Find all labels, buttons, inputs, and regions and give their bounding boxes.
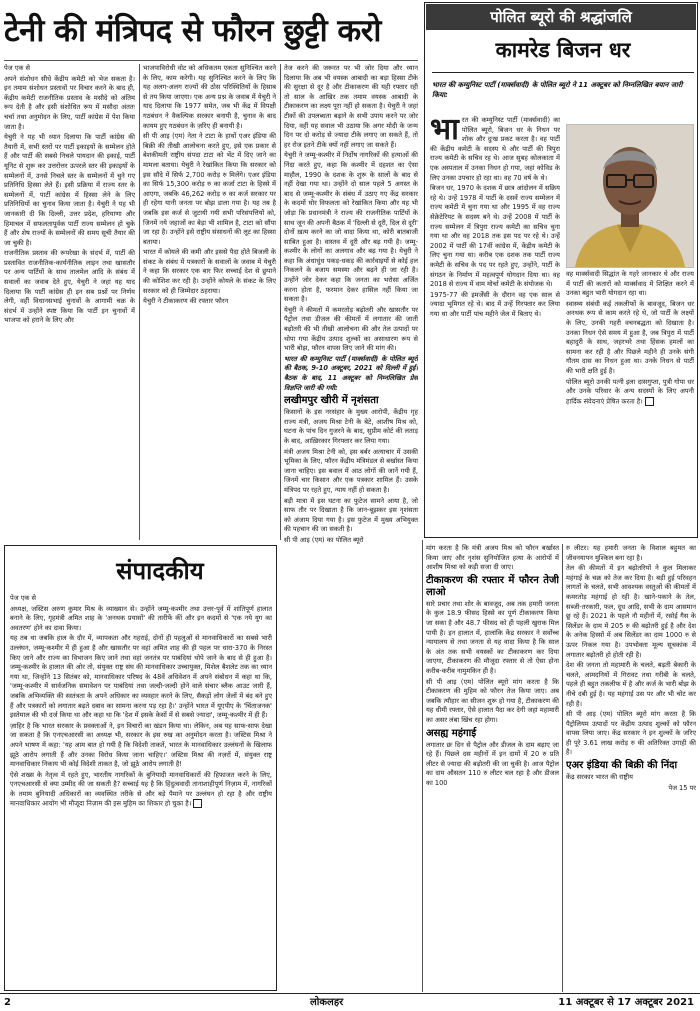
editorial-paragraph: अध्यक्ष, जस्टिस अरुण कुमार मिश्र के व्याख्यान से। उन्होंने जम्मू-कश्मीर तथा उत्तर-पूर्व में शांतिपूर्ण हालात बनाने के लिए, गृहमंत्री अमित शाह के 'अनथक प्रयासों' की तारीफें कीं और इन कदमों से 'एक नये युग का अवतरण' होने का दावा किया। bbox=[10, 604, 272, 632]
end-mark bbox=[645, 397, 654, 406]
article-paragraph: येचुरी ने जम्मू-कश्मीर में निर्दोष नागरिकों की हत्याओं की निंदा करते हुए, कहा कि कश्मीर में दहशत का ऐसा माहौल, 1990 के दशक के शुरू के सालों के बाद से नहीं देखा गया था। उन्होंने दो साल पहले 5 अगस्त के बाद से जम्मू-कश्मीर के संबंध में उठाए गए केंद्र सरकार के कदमों घोर विफलता को रेखांकित किया और यह भी जोड़ा कि प्रधानमंत्री ने राज्य की राजनीतिक पार्टियों के साथ जून की अपनी बैठक में 'दिल्ली से दूरी, दिल से दूरी' दोनों ख़त्म करने का जो वादा किया था, कोरी बातबाजी साबित हुआ है। वास्तव में दूरी और बढ़ गयी है। जम्मू-कश्मीर के लोगों का अलगाव और बढ़ गया है। येचुरी ने कहा कि अंधाधुंध पकड़-धकड़ की कार्रवाइयों से कोई हल निकलने के बजाय समस्या और बढ़ने ही जा रही है। उन्होंने जोर देकर कहा कि जनता का भरोसा अर्जित करना होता है, फरमान देकर हासिल नहीं किया जा सकता है। bbox=[284, 151, 418, 304]
dropcap: भा bbox=[430, 116, 459, 147]
tribute-name: कामरेड बिजन धर bbox=[495, 38, 631, 62]
article-paragraph: सारे प्रचार तथा शोर के बावजूद, अब तक हमारी जनता के कुल 18.9 फीसद हिस्से का पूर्ण टीकाकरण किया जा सका है और 48.7 फीसद को ही पहली खुराक मिल पायी है। इन हालात में, हालांकि केंद्र सरकार ने सर्वोच्च न्यायालय से तथा जनता से यह वादा किया है कि साल के अंत तक सभी वयस्कों का टीकाकरण कर दिया जाएगा, टीकाकरण की मौजूदा रफ्तार से तो ऐसा होना करीब-करीब नामुमकिन ही है। bbox=[426, 599, 559, 675]
headline-rule bbox=[4, 60, 418, 61]
article-paragraph: देश की जनता तो महामारी के चलते, बढ़ती बेकारी के चलते, आमदनियों में गिरावट तथा गरीबी के चलते, पहले ही बहुत तकलीफ में है और कर्ज के भारी बोझ के नीचे दबी हुई है। यह महंगाई उस पर और भी चोट कर रही है। bbox=[566, 661, 696, 708]
subheading: टीकाकरण की रफ्तार में फौरन तेजी लाओ bbox=[426, 574, 559, 598]
tribute-banner: पोलित ब्यूरो की श्रद्धांजलि bbox=[426, 4, 696, 30]
article-paragraph: सी पी आइ (एम) पोलित ब्यूरो मांग करता है कि टीकाकरण की मुहिम को फौरन तेज किया जाए। अब जबकि त्यौहार का सीजन शुरू हो गया है, टीकाकरण की यह धीमी रफ्तार, ऐसे हालात पैदा कर देगी जहां महामारी का असर लंबा खिंच रहा होगा। bbox=[426, 677, 559, 724]
article-paragraph: भाजपाविरोधी वोट को अधिकतम एकता सुनिश्चित करने के लिए, काम करेगी। यह सुनिश्चित करने के लिए कि यह अलग-अलग राज्यों की ठोस परिस्थितियों के हिसाब से तय किया जाएगा। एक अन्य प्रश्न के जवाब में येचुरी ने याद दिलाया कि 1977 समेत, जब भी केंद्र में विपक्षी गठबंधन ने वैकल्पिक सरकार बनायी है, चुनाव के बाद कायम हुए गठबंधन के ज़रिए ही बनायी है। bbox=[143, 64, 276, 130]
article-paragraph: बड़ी मात्रा में इस घटना का फुटेज सामने आया है, जो साफ तौर पर दिखाता है कि जान-बूझकर इस नृशंसता को अंजाम दिया गया है। इस फुटेज में मुख्य अभियुक्त की पहचान की जा सकती है। bbox=[284, 496, 418, 534]
tribute-rule bbox=[432, 72, 694, 73]
page-footer bbox=[0, 994, 700, 1011]
article-paragraph: सी पी आइ (एम) पोलित ब्यूरो मांग करता है कि पैट्रोलियम उत्पादों पर केंद्रीय उत्पाद शुल्कों को फौरन वापस लिया जाए। केंद्र सरकार ने इन शुल्कों के जरिए ही पूरे 3.61 लाख करोड़ रु की अतिरिक्त उगाही की है। bbox=[566, 710, 696, 757]
tribute-paragraph: रत की कम्युनिस्ट पार्टी (मार्क्सवादी) का पोलित ब्यूरो, बिजन धर के निधन पर शोक और दुःख प्रकट करता है। वह पार्टी की केंद्रीय कमेटी के सदस्य थे और पार्टी की त्रिपुरा राज्य कमेटी के सचिव रह थे। आज सुबह कोलकाता में एक अस्पताल में उनका निधन हो गया, जहां कोविड के लिए उनका उपचार हो रहा था। वह 70 वर्ष के थे। bbox=[430, 116, 560, 182]
article-column-5 bbox=[566, 544, 696, 992]
article-paragraph: तेल की कीमतों में इन बढ़ोतरियों ने कुल मिलाकर महंगाई के चक्र को तेज कर दिया है। बड़ी हुई परिवहन लागतों के चलते, सभी आवश्यक वस्तुओं की कीमतों में कमरतोड़ महंगाई हो रही है। खाने-पकाने के तेल, सब्जी-तरकारी, फल, दूध आदि, सभी के दाम आसमान छू रहे हैं। 2021 के पहले नौ महीनों में, रसोई गैस के सिलेंडर के दाम में 205 रु की बढ़ोतरी हुई है और देश के अनेक हिस्सों में अब सिलेंडर का दाम 1000 रु से ऊपर निकल गया है। उपभोक्ता मूल्य सूचकांक में लगातार बढ़ोतरी हो होती रही है। bbox=[566, 564, 696, 659]
article-paragraph: येचुरी ने यह भी ध्यान दिलाया कि पार्टी कांग्रेस की तैयारी में, सभी स्तरों पर पार्टी इकाइयों के सम्मेलन होते हैं और पार्टी की सबसे निचले पायदान की इकाई, पार्टी यूनिट से शुरू कर उत्तरोत्तर ऊपरले स्तर की इकाइयों के सम्मेलनों में, उनसे निचले स्तर के सम्मेलनों में चुने गए प्रतिनिधि हिस्सा लेते हैं। इसी प्रक्रिया में राज्य स्तर के सम्मेलनों में, पार्टी कांग्रेस में हिस्सा लेने के लिए प्रतिनिधियों का चुनाव किया जाता है। येचुरी ने यह भी जानकारी दी कि दिल्ली, उत्तर प्रदेश, हरियाणा और हिमाचल में सफलतापूर्वक पार्टी राज्य सम्मेलन हो चुके हैं और शेष राज्यों के सम्मेलनों की समय सूची तैयार की जा चुकी है। bbox=[4, 133, 135, 247]
column-divider bbox=[422, 540, 423, 992]
article-paragraph: तेज करने की जरूरत पर भी जोर दिया और ध्यान दिलाया कि अब भी वयस्क आबादी का बड़ा हिस्सा टीके की सुरक्षा से दूर है और टीकाकरण की यही रफ्तार रही तो साल के आखिर तक तमाम वयस्क आबादी के टीकाकरण का लक्ष्य पूरा नहीं हो सकता है। येचुरी ने जहां टीकों की उपलब्धता बढ़ाने के सभी उपाय करने पर जोर दिया, वहीं यह सवाल भी उठाया कि अगर मोदी के जन्म दिन पर दो करोड़ से ज्यादा टीके लगाए जा सकते हैं, तो हर रोज इतने टीके क्यों नहीं लगाए जा सकते हैं। bbox=[284, 64, 418, 149]
subheading: एअर इंडिया की बिक्री की निंदा bbox=[566, 760, 678, 772]
end-mark bbox=[193, 799, 202, 808]
article-column-4 bbox=[426, 544, 559, 992]
article-paragraph: रु लीटर। यह हमारी जनता के विशाल बहुमत का जीवनयापन मुश्किल बना रहा है। bbox=[566, 544, 696, 562]
tribute-paragraph: वह मार्क्सवादी सिद्धांत के गहरे जानकार थे और राज्य में पार्टी की कतारों को मार्क्सवाद में शिक्षित करने में उनका बहुत भारी योगदान रहा था। bbox=[566, 270, 694, 298]
editorial-body bbox=[10, 594, 272, 988]
article-paragraph: केंद्र सरकार भारत की राष्ट्रीय bbox=[566, 773, 633, 782]
page-number: 2 bbox=[4, 997, 11, 1008]
column-divider bbox=[139, 64, 140, 540]
subheading: असह्य महंगाई bbox=[426, 727, 477, 739]
column-divider bbox=[280, 64, 281, 540]
editorial-title: संपादकीय bbox=[116, 557, 204, 585]
article-paragraph: मंत्री अजय मिश्रा टेनी को, इस बर्बर अत्याचार में उसकी भूमिका के लिए, फौरन केंद्रीय मंत्रिमंडल से बर्खास्त किया जाना चाहिए। इस बवाल में आठ लोगों की जानें गयी हैं, जिनमें चार किसान और एक पत्रकार शामिल हैं। उसके मंत्रिपद पर रहते हुए, न्याय नहीं हो सकता है। bbox=[284, 447, 418, 494]
article-paragraph: राजनीतिक प्रस्ताव की रूपरेखा के संदर्भ में, पार्टी की प्रस्तावित राजनीतिक-कार्यनीतिक लाइन तथा खासतौर पर अन्य पार्टियों के साथ तालमेल आदि के संबंध में सवालों का जवाब देते हुए, येचुरी ने जहां यह याद दिलाया कि पार्टी कांग्रेस ही इन सब प्रश्नों पर निर्णय लेगी, वहीं विधानसभाई चुनावों के आगामी चक्र के संदर्भ में उन्होंने स्पष्ट किया कि पार्टी इन चुनावों में भाजपा को हराने के लिए और bbox=[4, 249, 135, 325]
tribute-paragraph: स्वास्थ्य संबंधी कई तकलीफों के बावजूद, बिजन धर अनथक रूप से काम करते रहे थे, जो पार्टी के लक्ष्यों के लिए, उनकी गहरी वचनबद्धता को दिखाता है। उनका निधन ऐसे समय में हुआ है, जब त्रिपुरा में पार्टी बहादुरी के साथ, जहरभरे तथा हिंसक हमलों का सामना कर रही है और पिछले महीने ही उनके संगी गौतम दास का निधन हुआ था। उनके निधन से पार्टी की भारी क्षति हुई है। bbox=[566, 299, 694, 375]
issue-date: 11 अक्टूबर से 17 अक्टूबर 2021 bbox=[558, 997, 694, 1008]
article-paragraph: येचुरी ने टीकाकरण की रफ्तार फौरन bbox=[143, 297, 229, 306]
column-divider bbox=[562, 544, 563, 992]
tribute-intro: भारत की कम्युनिस्ट पार्टी (मार्क्सवादी) के पोलित ब्यूरो ने 11 अक्टूबर को निम्नलिखित बयान जारी किया: bbox=[432, 81, 683, 99]
press-release-intro: भारत की कम्युनिस्ट पार्टी (मार्क्सवादी) के पोलित ब्यूरो की बैठक, 9-10 अक्टूबर, 2021 को दिल्ली में हुई। बैठक के बाद, 11 अक्टूबर को निम्नलिखित प्रेस विज्ञप्ति जारी की गयी: bbox=[284, 354, 418, 392]
portrait-photo bbox=[566, 124, 694, 268]
article-column-1 bbox=[4, 64, 135, 542]
publication-name: लोकलहर bbox=[310, 997, 344, 1008]
article-paragraph: किसानों के इस नरसंहार के मुख्य आरोपी, केंद्रीय गृह राज्य मंत्री, अजय मिश्रा टेनी के बेटे, आशीष मिश्र को, घटना के पांच दिन गुजरने के बाद, सुप्रीम कोर्ट की लताड़ के बाद, आख़िरकार गिरफ्तार कर लिया गया। bbox=[284, 408, 418, 445]
continued-note: पेज एक से bbox=[10, 594, 36, 602]
article-column-3 bbox=[284, 64, 418, 992]
article-paragraph: भारत में कोयले की कमी और इससे पैदा होते बिजली के संकट के संबंध में पत्रकारों के सवालों के जवाब में येचुरी ने कहा कि सरकार एक बार फिर सच्चाई देश से छुपाने की कोशिश कर रही है। उन्होंने कोयले के संकट के लिए सरकार को ही जिम्मेदार ठहराया। bbox=[143, 248, 276, 295]
continued-note: पेज 15 पर bbox=[668, 783, 696, 792]
article-paragraph: सी पी आइ (एम) नेता ने टाटा के हाथों एअर इंडिया की बिक्री की तीखी आलोचना करते हुए, इसे एक प्रकार से बेशकीमती राष्ट्रीय संपदा टाटा को भेंट में दिए जाने का मामला बताया। येचुरी ने रेखांकित किया कि सरकार को इस सौदे में सिर्फ 2,700 करोड़ रु मिलेंगे। एअर इंडिया का सिर्फ 15,300 करोड़ रु का कर्जा टाटा के हिस्से में आएगा, जबकि 46,262 करोड़ रु का कर्ज सरकार पर ही रहेगा यानी जनता पर बोझ डाला गया है। यह तब है जबकि इस कर्ज से जुटायी गयी सभी परिसंपत्तियों को, जिनमें नये जहाजों का बेड़ा भी शामिल है, टाटा को सौंपा जा रहा है। उन्होंने इसे राष्ट्रीय संसाधनों की लूट का हिस्सा बताया। bbox=[143, 132, 276, 246]
article-column-2 bbox=[143, 64, 276, 542]
continued-note: पेज एक से bbox=[4, 64, 30, 72]
tribute-paragraph: 1975-77 की इमर्जेंसी के दौरान वह एक साल से ज्यादा भूमिगत रहे थे। बाद में उन्हें गिरफ्तार कर लिया गया था और पार्टी पांच महीने जेल में बिताए थे। bbox=[430, 290, 560, 318]
signature-line: सी पी आइ (एम) का पोलित ब्यूरो bbox=[284, 535, 364, 544]
tribute-paragraph: बिजन धर, 1970 के दशक में छात्र आंदोलन में सक्रिय रहे थे। उन्हें 1978 में पार्टी के दसवें राज्य सम्मेलन में राज्य कमेटी में चुना गया था और 1995 में वह राज्य सेक्रेटेरियट के सदस्य बने थे। उन्हें 2008 में पार्टी के राज्य सम्मेलन में त्रिपुरा राज्य कमेटी का सचिव चुना गया था और वह 2018 तक इस पद पर रहे थे। उन्हें 2002 में पार्टी की 17वीं कांग्रेस में, केंद्रीय कमेटी के लिए चुना गया था। करीब एक दशक तक पार्टी राज्य कमेटी के सचिव के पद पर रहते हुए, उन्होंने, पार्टी के संगठन के निर्माण में महत्वपूर्ण योगदान दिया था। वह 2018 से राज्य में वाम मोर्चा कमेटी के संयोजक थे। bbox=[430, 184, 560, 289]
subheading: लखीमपुर खीरी में नृशंसता bbox=[284, 395, 379, 407]
article-paragraph: येचुरी ने कीमतों में कमरतोड़ बढ़ोतरी और खासतौर पर पैट्रोल तथा डीजल की कीमतों में लगातार की जाती बढ़ोतरी की भी तीखी आलोचना की और तेल उत्पादों पर थोपा गया केंद्रीय उत्पाद शुल्कों का असाधारण रूप से भारी बोझ, फौरन वापस लिए जाने की मांग की। bbox=[284, 305, 418, 353]
editorial-paragraph: ज़ाहिर है कि भारत सरकार के प्रवक्ताओं ने, इन विचारों का खंडन किया था। लेकिन, अब यह साफ-साफ देखा जा सकता है कि एनएचआरसी का अध्यक्ष भी, सरकार के इस रुख का अनुमोदन करता है। जस्टिस मिश्रा ने अपने भाषण में कहा: 'यह आम बात हो गयी है कि विदेशी ताकतें, भारत के मानवाधिकार उल्लंघनों के खिलाफ झूठे आरोप लगाती हैं और उनका विरोध किया जाना चाहिए।' जस्टिस मिश्रा की नज़रों में, संयुक्त राष्ट्र मानवाधिकार निकाय भी कोई विदेशी ताकत है, जो झूठे आरोप लगाती है! bbox=[10, 721, 272, 769]
article-paragraph: मांग करता है कि मंत्री अजय मिश्र को फौरन बर्खास्त किया जाए और नृशंस सुनियोजित हत्या के आरोपों में आशीष मिश्रा को कड़ी सजा दी जाए। bbox=[426, 544, 559, 572]
editorial-paragraph: ऐसे शख्स के नेतृत्व में रहते हुए, भारतीय नागरिकों के बुनियादी मानवाधिकारों की हिफाजत करने के लिए, एनएचआरसी से क्या उम्मीद की जा सकती है? सच्चाई यह है कि हिंदुत्ववादी तानाशाहीपूर्ण निज़ाम में, नागरिकों के तमाम बुनियादी अधिकारों का व्यवस्थित तरीके से और बड़े पैमाने पर उल्लंघन हो रहा है और राष्ट्रीय मानवाधिकार आयोग भी मौजूदा निज़ाम की इस मुहिम का शिकार हो चुका है। bbox=[10, 770, 272, 808]
article-paragraph: लगातार छः दिन से पैट्रोल और डीजल के दाम बढ़ाए जा रहे हैं। पिछले दस महीनों में इन दामों में 20 रु प्रति लीटर से ज्यादा की बढ़ोतरी की जा चुकी है। आज पैट्रोल का दाम औसतन 110 रु लीटर चल रहा है और डीजल का 100 bbox=[426, 740, 559, 787]
page-headline: टेनी की मंत्रिपद से फौरन छुट्टी करो bbox=[4, 13, 381, 49]
tribute-column-2 bbox=[566, 270, 694, 534]
article-paragraph: अपने संशोधन सीधे केंद्रीय कमेटी को भेज सकता है। इन तमाम संशोधन प्रस्तावों पर विचार करने के बाद ही, केंद्रीय कमेटी राजनीतिक प्रस्ताव के मसौदे को अंतिम रूप देती है और इसी संशोधित रूप में मसौदा अंततः चर्चा तथा अनुमोदन के लिए, पार्टी कांग्रेस में पेश किया जाता है। bbox=[4, 74, 135, 131]
tribute-paragraph: पोलित ब्यूरो उनकी पत्नी इला दासगुप्ता, पुत्री गोपा धर और उनके परिवार के अन्य सदस्यों के लिए अपनी हार्दिक संवेदनाएं प्रेषित करता है। bbox=[566, 377, 694, 406]
tribute-column-1 bbox=[430, 116, 560, 534]
editorial-paragraph: यह तब था जबकि हाल के दौर में, व्यापकता और गहराई, दोनों ही पहलुओं से मानवाधिकारों का सबसे भारी उल्लंघन, जम्मू-कश्मीर में ही हुआ है और खासतौर पर वहां अमित शाह की ही पहल पर धारा-370 के निरस्त किए जाने और राज्य का विभाजन किए जाने तथा वहां जनतंत्र पर पाबंदियां थोपे जाने के बाद से ही हुआ है। जम्मू-कश्मीर के हालात की ओर तो, संयुक्त राष्ट्र संघ की मानवाधिकार उच्चायुक्त, मिशेल बैशलेट तक का ध्यान गया था, जिन्होंने 13 सितंबर को, मानवाधिकार परिषद के 48वें अधिवेशन में अपने संबोधन में कहा था कि, 'जम्मू-कश्मीर में सार्वजनिक समावेशन पर पाबंदियां तथा जल्दी-जल्दी होने वाले संचार ब्लैक आउट जारी हैं, जबकि अभिव्यक्ति की स्वतंत्रता के अपने अधिकार का व्यवहार करने के लिए, सैकड़ों लोग जेलों में बंद बने हुए हैं और पत्रकारों को लगातार बढ़ते दबाव का सामना करना पड़ रहा है।' उन्होंने भारत में यूएपीए के 'चिंताजनक' इस्तेमाल की भी दर्ज किया था और कहा था कि 'देश में इसके केसों में से सबसे ज्यादा', जम्मू-कश्मीर में ही हैं। bbox=[10, 634, 272, 720]
